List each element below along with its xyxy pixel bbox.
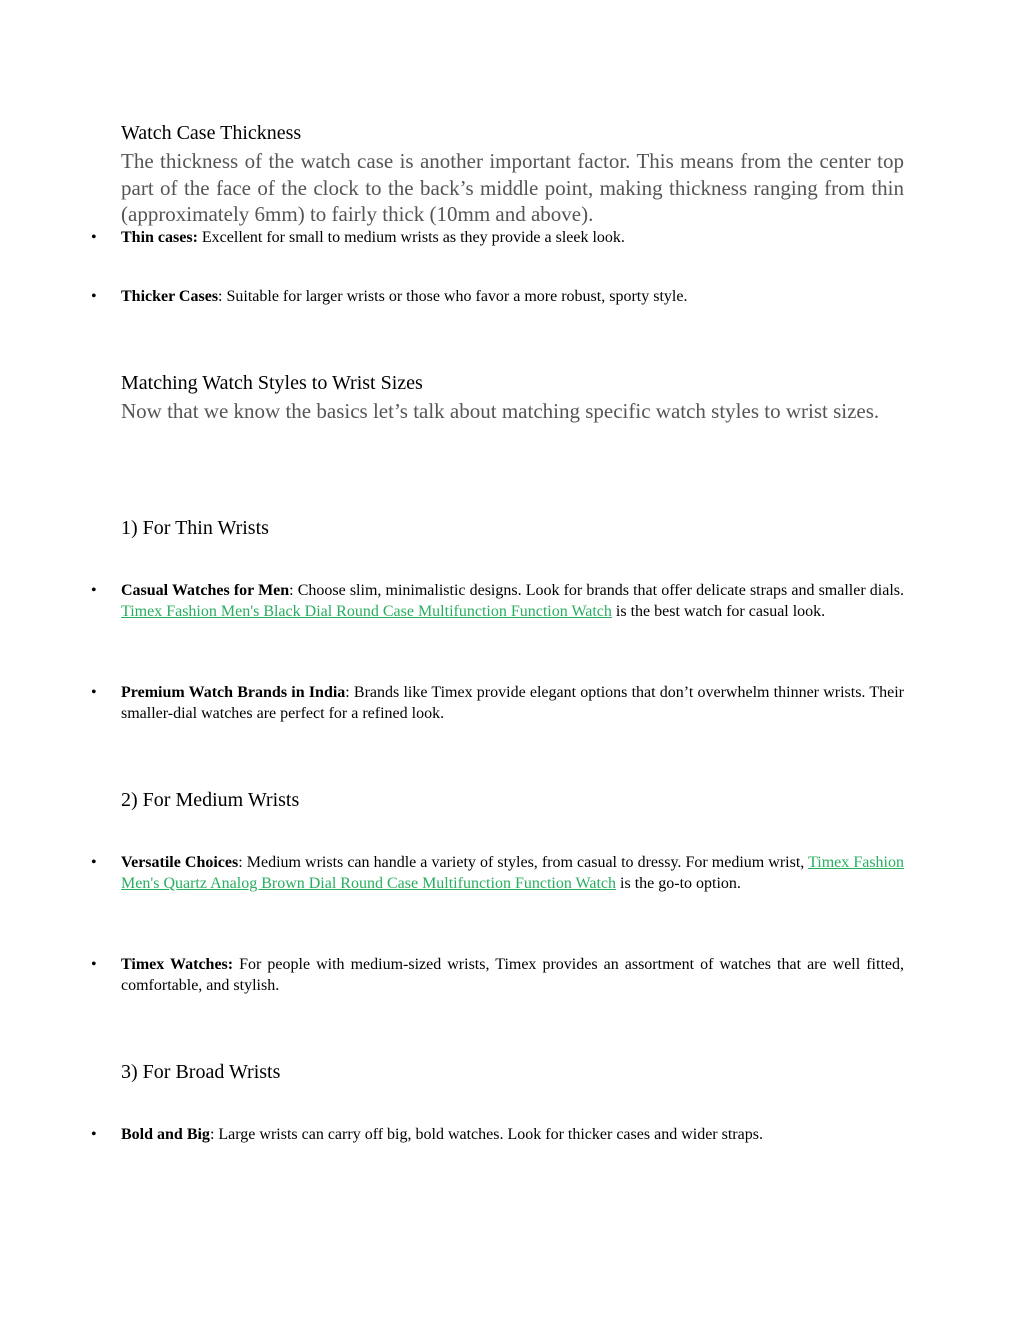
section-lead-thickness: The thickness of the watch case is another important factor. This means from the center top part of the face of the clock to the back’s middle point, making thickness ranging from thin (approximately 6mm) to fairly thick (10mm and above). (121, 149, 904, 226)
section-heading-medium-wrists: 2) For Medium Wrists (121, 789, 300, 811)
section-heading-broad-wrists: 3) For Broad Wrists (121, 1061, 281, 1083)
bullet-icon: • (91, 684, 97, 701)
bullet-icon: • (91, 229, 97, 246)
bullet-text: : Brands like Timex provide elegant options that don’t overwhelm thinner wrists. Their smaller-dial watches are perfect for a refined look. (121, 684, 904, 722)
bullet-icon: • (91, 288, 97, 305)
product-link-black-dial-watch[interactable]: Timex Fashion Men's Black Dial Round Case Multifunction Function Watch (121, 603, 612, 620)
bullet-text: is the go-to option. (616, 875, 741, 892)
list-item-thicker-cases (91, 286, 904, 307)
bullet-term: Bold and Big (121, 1126, 210, 1143)
product-link-brown-dial-watch[interactable]: Timex Fashion Men's Quartz Analog Brown Dial Round Case Multifunction Function Watch (121, 854, 905, 892)
bullet-icon: • (91, 956, 97, 973)
section-heading-matching: Matching Watch Styles to Wrist Sizes (121, 372, 423, 394)
list-item-versatile-choices (91, 852, 905, 894)
bullet-term: Casual Watches for Men (121, 582, 290, 599)
bullet-term: Thin cases: (121, 229, 198, 246)
bullet-text: Excellent for small to medium wrists as they provide a sleek look. (197, 229, 625, 246)
bullet-term: Timex Watches: (121, 956, 234, 973)
bullet-term: Premium Watch Brands in India (121, 684, 346, 701)
bullet-icon: • (91, 1126, 97, 1143)
bullet-text: : Medium wrists can handle a variety of styles, from casual to dressy. For medium wrist, (238, 854, 809, 871)
bullet-icon: • (91, 854, 97, 871)
list-item-timex-watches (91, 954, 904, 996)
list-item-premium-brands (91, 682, 904, 724)
list-item-casual-watches (91, 580, 904, 622)
section-heading-thickness: Watch Case Thickness (121, 122, 302, 144)
bullet-icon: • (91, 582, 97, 599)
list-item-thin-cases (91, 227, 904, 248)
bullet-term: Versatile Choices (121, 854, 239, 871)
bullet-text: : Suitable for larger wrists or those who favor a more robust, sporty style. (218, 288, 688, 305)
bullet-text: is the best watch for casual look. (611, 603, 826, 620)
bullet-term: Thicker Cases (121, 288, 219, 305)
bullet-text: For people with medium-sized wrists, Timex provides an assortment of watches that are well fitted, comfortable, and stylish. (121, 956, 904, 994)
bullet-text: : Large wrists can carry off big, bold watches. Look for thicker cases and wider straps. (209, 1126, 763, 1143)
section-lead-matching: Now that we know the basics let’s talk about matching specific watch styles to wrist sizes. (121, 399, 880, 423)
bullet-text: : Choose slim, minimalistic designs. Look for brands that offer delicate straps and smaller dials. (289, 582, 904, 599)
section-heading-thin-wrists: 1) For Thin Wrists (121, 517, 269, 539)
list-item-bold-and-big (91, 1124, 904, 1145)
